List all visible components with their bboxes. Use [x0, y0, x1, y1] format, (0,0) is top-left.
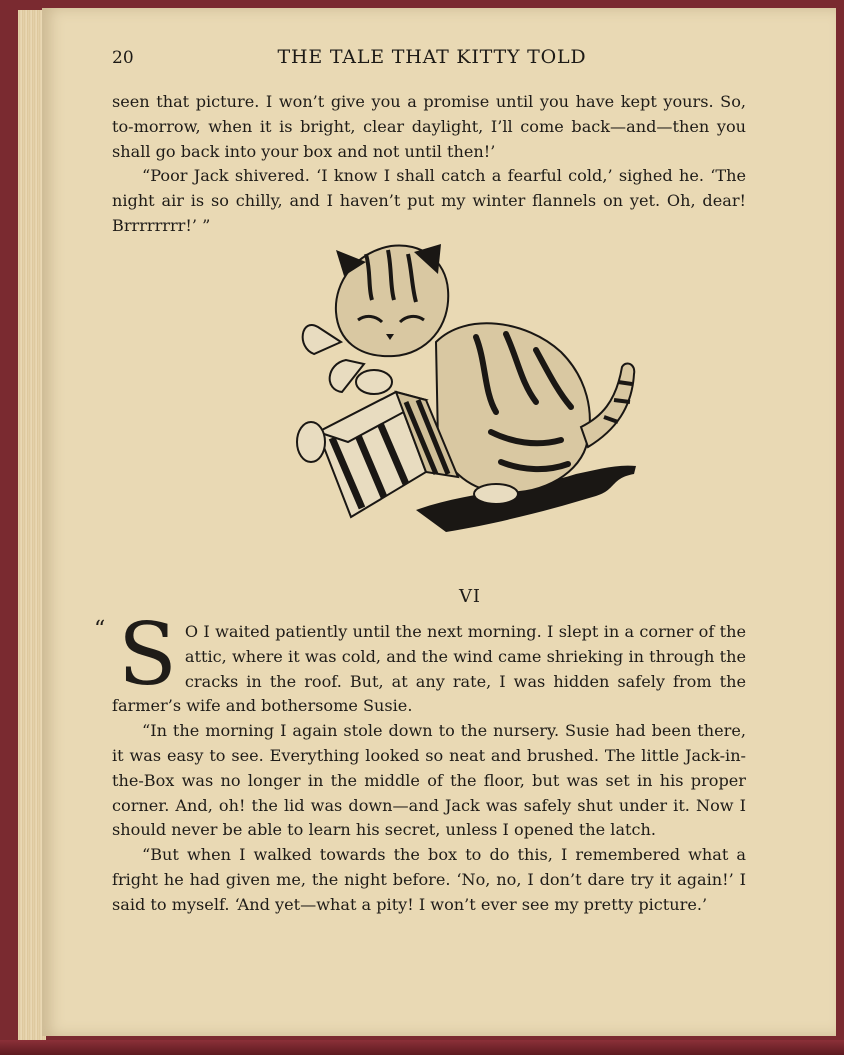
opening-quote-mark: “	[94, 617, 106, 642]
page-header	[112, 46, 752, 76]
drop-cap: S	[118, 605, 177, 705]
book-cover-edge	[0, 1040, 844, 1055]
chapter-first-paragraph	[112, 605, 746, 719]
running-title: THE TALE THAT KITTY TOLD	[277, 46, 587, 68]
paragraph: seen that picture. I won’t give you a promise until you have kept yours. So, to-morrow, when it is bright, clear daylight, I’ll come back—and—then you shall go back into your box and not until then!’	[112, 92, 746, 161]
paragraph-text: O I waited patiently until the next morning. I slept in a corner of the attic, where it was cold, and the wind came shrieking in through the cracks in the roof. But, at any rate, I was hidden safely from the farmer’s wife and bothersome Susie.	[112, 622, 746, 716]
page-number: 20	[112, 48, 134, 68]
chapter-number: VI	[458, 586, 482, 607]
top-text-block	[112, 90, 746, 239]
paragraph: “But when I walked towards the box to do this, I remembered what a fright he had given me, the night before. ‘No, no, I don’t dare try it again!’ I said to myself. ‘And yet—what a pity! I won’t ever see my pretty picture.’	[112, 845, 746, 914]
kitten-with-jack-in-the-box-illustration	[296, 242, 646, 537]
paragraph: “In the morning I again stole down to the nursery. Susie had been there, it was easy to see. Everything looked so neat and brushed. The little Jack-in-the-Box was no longer in the middle of the floor, but was set in his proper corner. And, oh! the lid was down—and Jack was safely shut under it. Now I should never be able to learn his secret, unless I opened the latch.	[112, 721, 746, 840]
chapter-text-block	[94, 605, 746, 918]
paragraph: “Poor Jack shivered. ‘I know I shall catch a fearful cold,’ sighed he. ‘The night air is so chilly, and I haven’t put my winter flannels on yet. Oh, dear! Brrrrrrrr!’ ”	[112, 166, 746, 235]
